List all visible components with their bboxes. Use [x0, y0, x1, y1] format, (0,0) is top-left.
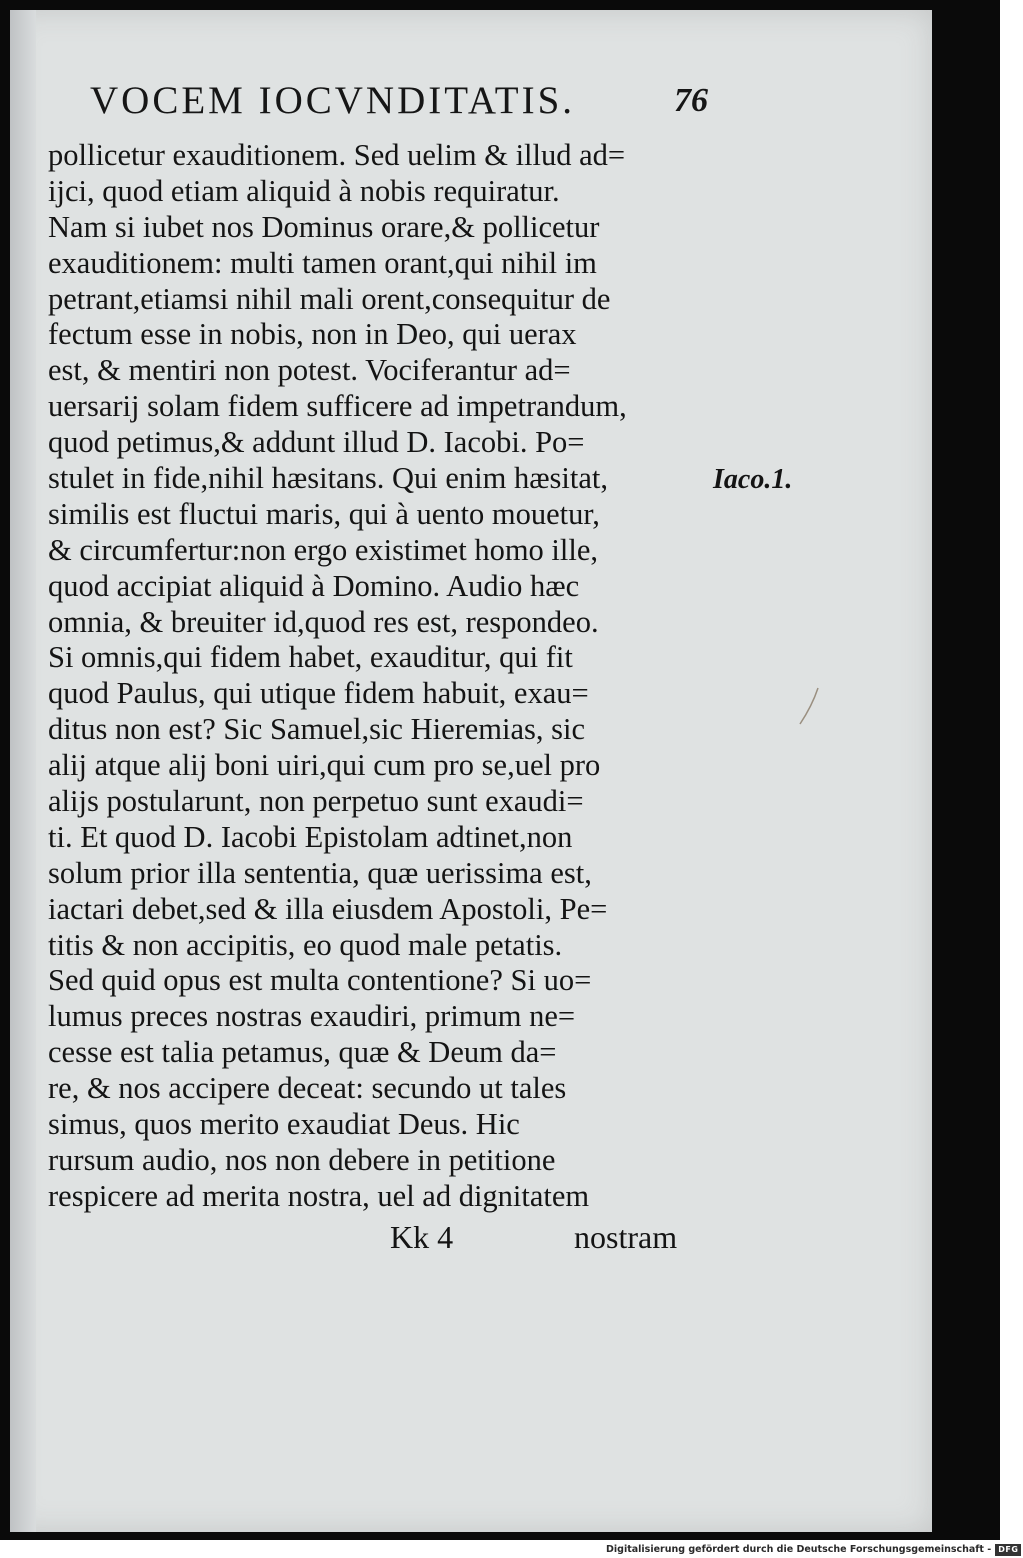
marginal-note: Iaco.1. — [713, 464, 793, 495]
text-line: cesse est talia petamus, quæ & Deum da= — [48, 1035, 557, 1070]
page-number: 76 — [674, 82, 708, 119]
text-line: re, & nos accipere deceat: secundo ut tales — [48, 1071, 567, 1106]
text-line: simus, quos merito exaudiat Deus. Hic — [48, 1107, 520, 1142]
text-line: ti. Et quod D. Iacobi Epistolam adtinet,non — [48, 819, 573, 854]
body-text — [48, 138, 708, 1215]
text-line: quod accipiat aliquid à Domino. Audio hæc — [48, 568, 580, 603]
text-line: & circumfertur:non ergo existimet homo ille, — [48, 532, 598, 567]
text-line: pollicetur exauditionem. Sed uelim & illud ad= — [48, 138, 626, 172]
text-line: petrant,etiamsi nihil mali orent,consequitur de — [48, 281, 611, 316]
text-line: lumus preces nostras exaudiri, primum ne= — [48, 999, 576, 1034]
page-gutter-shadow — [10, 10, 36, 1532]
text-line: Si omnis,qui fidem habet, exauditur, qui fit — [48, 640, 573, 675]
credit-text: Digitalisierung gefördert durch die Deutsche Forschungsgemeinschaft - — [606, 1544, 992, 1555]
text-line: alij atque alij boni uiri,qui cum pro se,uel pro — [48, 748, 601, 783]
text-line: uersarij solam fidem sufficere ad impetrandum, — [48, 389, 627, 424]
dfg-logo-icon: DFG — [995, 1544, 1021, 1556]
text-line: est, & mentiri non potest. Vociferantur ad= — [48, 353, 571, 388]
catchword: nostram — [574, 1219, 678, 1255]
signature-mark: Kk 4 — [390, 1219, 454, 1255]
digitization-credit — [606, 1541, 1019, 1558]
text-line: ijci, quod etiam aliquid à nobis requiratur. — [48, 173, 560, 208]
text-line: iactari debet,sed & illa eiusdem Apostoli, Pe= — [48, 891, 608, 926]
text-line: similis est fluctui maris, qui à uento mouetur, — [48, 496, 600, 531]
text-line: quod Paulus, qui utique fidem habuit, exau= — [48, 676, 589, 711]
text-line: omnia, & breuiter id,quod res est, respondeo. — [48, 604, 599, 639]
page-footer — [390, 1215, 710, 1259]
text-line: rursum audio, nos non debere in petitione — [48, 1142, 556, 1177]
pencil-mark-icon — [796, 686, 826, 726]
text-line: Sed quid opus est multa contentione? Si uo= — [48, 963, 592, 998]
text-line: exauditionem: multi tamen orant,qui nihil im — [48, 245, 597, 280]
page-header — [90, 76, 730, 126]
text-line: alijs postularunt, non perpetuo sunt exaudi= — [48, 784, 584, 819]
text-line: stulet in fide,nihil hæsitans. Qui enim hæsitat, — [48, 461, 608, 496]
text-line: solum prior illa sententia, quæ uerissima est, — [48, 855, 592, 890]
book-page — [10, 10, 932, 1532]
text-line: quod petimus,& addunt illud D. Iacobi. Po= — [48, 425, 585, 460]
running-title: VOCEM IOCVNDITATIS. — [90, 79, 576, 122]
text-line: fectum esse in nobis, non in Deo, qui uerax — [48, 317, 577, 352]
text-line: respicere ad merita nostra, uel ad dignitatem — [48, 1178, 590, 1213]
text-line: titis & non accipitis, eo quod male petatis. — [48, 927, 563, 962]
text-line: Nam si iubet nos Dominus orare,& pollicetur — [48, 209, 600, 244]
text-line: ditus non est? Sic Samuel,sic Hieremias, sic — [48, 712, 586, 747]
